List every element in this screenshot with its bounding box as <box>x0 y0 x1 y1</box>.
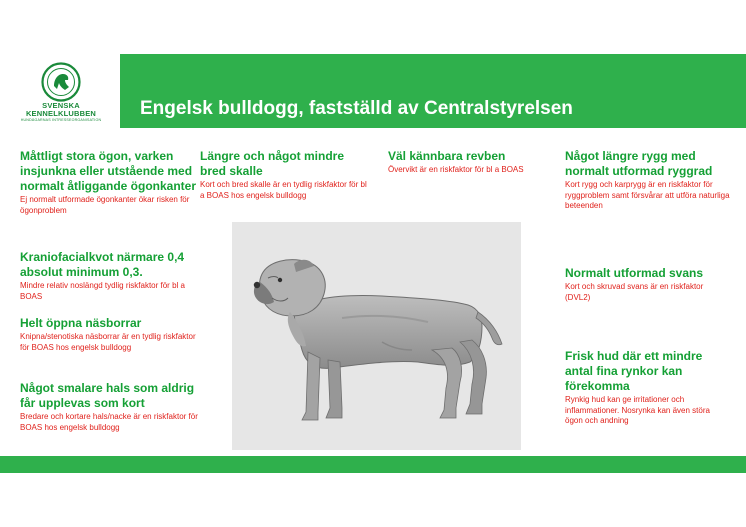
info-text: Ej normalt utformade ögonkanter ökar risken för ögonproblem <box>20 195 190 215</box>
info-block-eyes <box>20 149 198 216</box>
info-block-skull <box>200 149 372 201</box>
info-text: Kort och bred skalle är en tydlig riskfaktor för bl a BOAS hos engelsk bulldogg <box>200 180 367 200</box>
info-text: Bredare och kortare hals/nacke är en riskfaktor för BOAS hos engelsk bulldogg <box>20 412 198 432</box>
skk-logo <box>20 62 102 130</box>
logo-line-3: HUNDÄGARNAS INTRESSEORGANISATION <box>20 118 102 122</box>
info-heading: Frisk hud där ett mindre antal fina rynkor kan förekomma <box>565 349 703 393</box>
info-heading: Normalt utformad svans <box>565 266 704 280</box>
info-block-neck <box>20 381 198 433</box>
page-title: Engelsk bulldogg, fastställd av Centralstyrelsen <box>140 98 573 119</box>
info-heading: Helt öppna näsborrar <box>20 316 142 330</box>
dog-photo <box>232 222 521 450</box>
bulldog-illustration <box>232 222 521 450</box>
info-heading: Väl kännbara revben <box>388 149 506 163</box>
info-heading: Längre och något mindre bred skalle <box>200 149 345 178</box>
info-text: Knipna/stenotiska näsborrar är en tydlig riskfaktor för BOAS hos engelsk bulldogg <box>20 332 196 352</box>
info-heading: Kraniofacialkvot närmare 0,4 absolut minimum 0,3. <box>20 250 185 279</box>
info-block-ribs <box>388 149 538 176</box>
info-text: Mindre relativ noslängd tydlig riskfaktor för bl a BOAS <box>20 281 185 301</box>
info-text: Kort och skruvad svans är en riskfaktor (DVL2) <box>565 282 704 302</box>
footer-band <box>0 456 746 473</box>
info-block-tail <box>565 266 705 303</box>
skk-emblem-icon <box>41 62 81 102</box>
info-block-back <box>565 149 735 212</box>
info-text: Övervikt är en riskfaktor för bl a BOAS <box>388 165 524 174</box>
info-text: Kort rygg och karprygg är en riskfaktor för ryggproblem samt försvårar att utföra naturliga beteenden <box>565 180 730 210</box>
logo-line-2: KENNELKLUBBEN <box>25 109 97 118</box>
info-heading: Måttligt stora ögon, varken insjunkna eller utstående med normalt åtliggande ögonkanter <box>20 149 197 193</box>
info-block-skull-ratio <box>20 250 198 302</box>
info-heading: Något längre rygg med normalt utformad ryggrad <box>565 149 713 178</box>
info-block-nostrils <box>20 316 198 353</box>
logo-line-1: SVENSKA <box>42 101 80 110</box>
info-text: Rynkig hud kan ge irritationer och inflammationer. Nosrynka kan även störa ögon och andning <box>565 395 710 425</box>
info-block-skin <box>565 349 725 427</box>
info-heading: Något smalare hals som aldrig får upplevas som kort <box>20 381 195 410</box>
